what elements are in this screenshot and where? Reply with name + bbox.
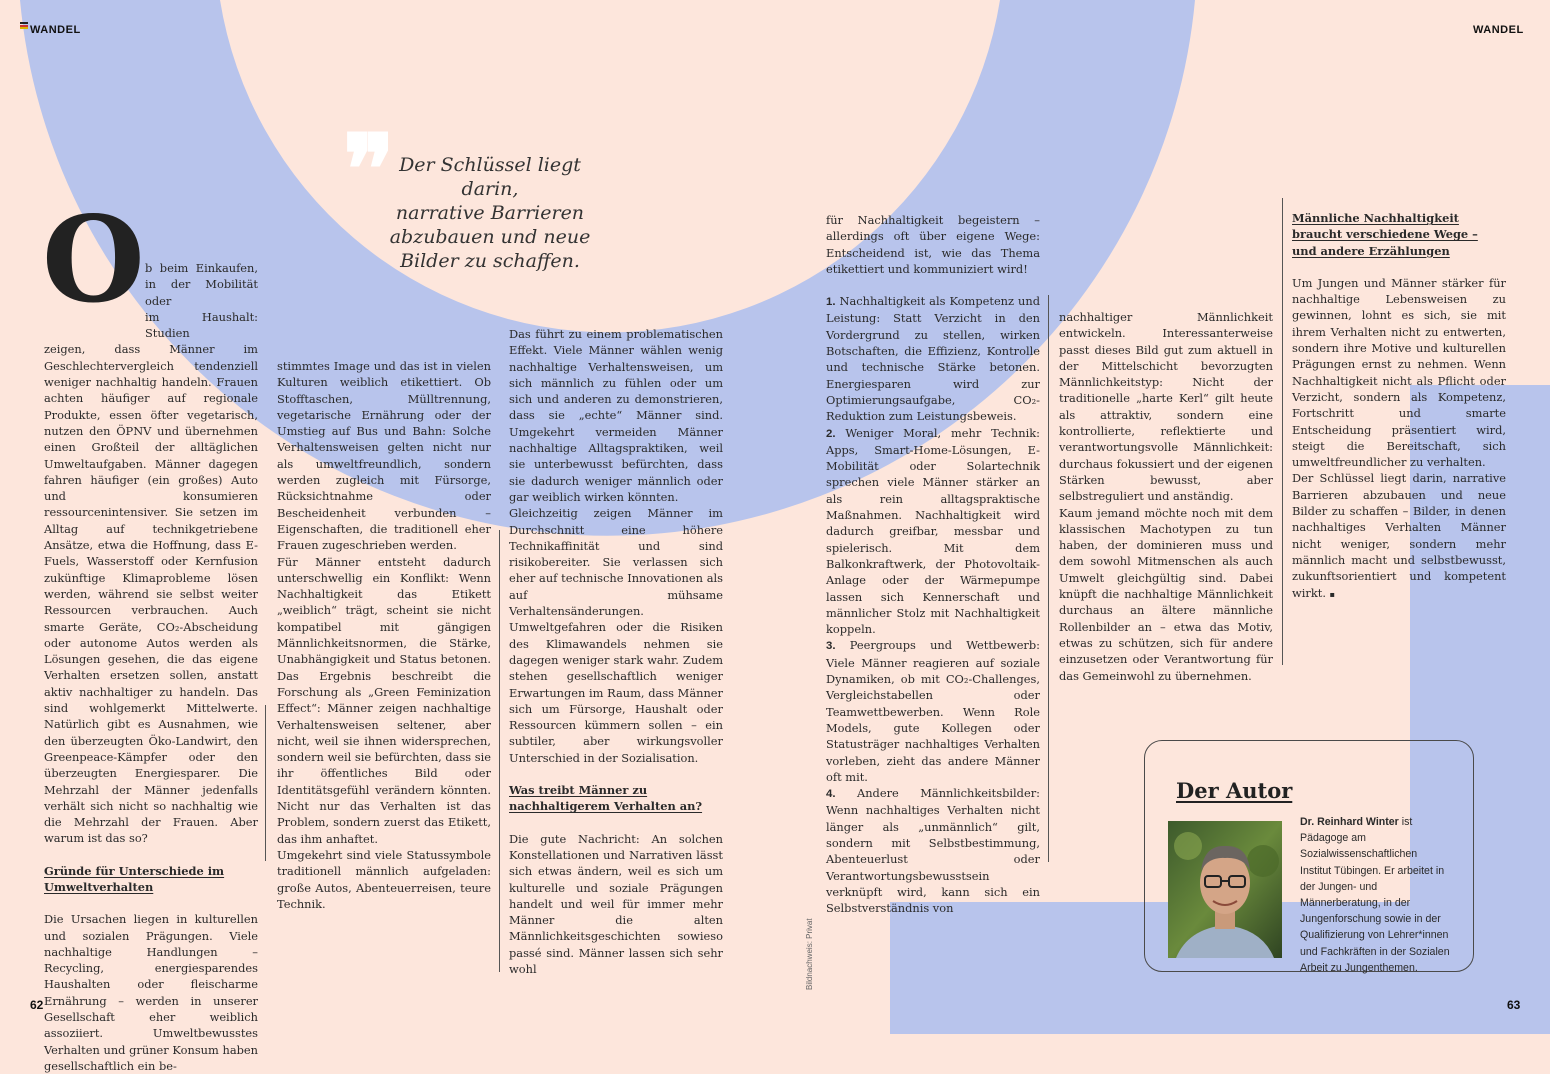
pull-quote-line: abzubauen und neue — [389, 226, 591, 248]
paragraph: Die Ursachen liegen in kulturellen und sozialen Prägungen. Viele nachhaltige Handlungen – Recycling, energiesparendes Haushalten oder fleischarme Ernährung – werden in unserer Gesellschaft eher weiblich assoziiert. Umweltbewusstes Verhalten und grüner Konsum haben gesellschaftlich ein be- — [44, 912, 258, 1073]
intro-line: in der Mobilität oder — [145, 277, 258, 308]
paragraph-text: Der Schlüssel liegt darin, narrative Barrieren abzubauen und neue Bilder zu schaffen – Bilder, in denen nachhaltiges Verhalten Männer nicht weniger, sondern mehr männlich macht und selbstbewusst, zukunftsorientiert und kompetent wirkt. — [1292, 471, 1506, 600]
pull-quote — [370, 153, 610, 273]
drop-cap: O — [42, 190, 145, 329]
article-column-4 — [826, 212, 1040, 916]
paragraph: für Nachhaltigkeit begeistern – allerdings oft über eigene Wege: Entscheidend ist, wie das Thema etikettiert und kommuniziert wird! — [826, 213, 1040, 276]
author-photo — [1168, 821, 1282, 958]
list-text: Andere Männlichkeitsbilder: Wenn nachhaltiges Verhalten nicht länger als „unmännlich“ gilt, sondern mit Selbstbestimmung, Abenteuerlust oder Verantwortungsbewusstsein verknüpft wird, kann sich ein Selbstverständnis von — [826, 786, 1040, 916]
list-text: Weniger Moral, mehr Technik: Apps, Smart-Home-Lösungen, E-Mobilität oder Solartechnik sprechen viele Männer stärker an als rein alltagspraktische Maßnahmen. Nachhaltigkeit wird dadurch greifbar, messbar und spielerisch. Mit dem Balkonkraftwerk, der Photovoltaik-Anlage oder der Wärmepumpe lassen sich Kennerschaft und männlicher Stolz mit Nachhaltigkeit koppeln. — [826, 425, 1040, 637]
author-name: Dr. Reinhard Winter — [1300, 816, 1399, 828]
intro-line: im Haushalt: Studien — [145, 309, 258, 341]
list-item — [826, 293, 1040, 424]
column-rule — [499, 530, 500, 972]
paragraph: nachhaltiger Männlichkeit entwickeln. Interessanterweise passt dieses Bild gut zum aktuell in der Mittelschicht bevorzugten Männlichkeitstyp: Nicht der traditionelle „harte Kerl“ gilt heute als attraktiv, sondern eine kontrollierte, reflektierte und verantwortungsvolle Männlichkeit: durchaus fokussiert und der eigenen Stärken bewusst, aber selbstreguliert und anständig. — [1059, 310, 1273, 504]
author-bio — [1300, 814, 1450, 976]
article-column-2 — [277, 358, 491, 912]
paragraph: Das führt zu einem problematischen Effekt. Viele Männer wählen wenig nachhaltige Verhaltensweisen, um sich männlich zu fühlen oder um sich und anderen zu demonstrieren, dass sie „echte“ Männer sind. Umgekehrt vermeiden Männer nachhaltige Alltagspraktiken, weil sie unterbewusst befürchten, dass sie dadurch weniger männlich oder gar weiblich wirken könnten. — [509, 327, 723, 504]
section-tag-right: WANDEL — [1473, 24, 1524, 36]
pull-quote-line: Der Schlüssel liegt darin, — [399, 154, 581, 200]
column-rule — [265, 705, 266, 861]
list-item — [826, 637, 1040, 785]
paragraph: Die gute Nachricht: An solchen Konstellationen und Narrativen lässt sich etwas ändern, weil es sich um kulturelle und soziale Prägungen handelt und weil für immer mehr Männer die alten Männlichkeitsgeschichten sowieso passé sind. Männer lassen sich sehr wohl — [509, 831, 723, 976]
paragraph: Kaum jemand möchte noch mit dem klassischen Machotypen zu tun haben, der dominieren muss und dem sowohl Mitmenschen als auch Umwelt gleichgültig sind. Dabei knüpft die nachhaltige Männlichkeit durchaus an ältere männliche Rollenbilder an – etwa das Motiv, etwas zu schützen, sich für andere einzusetzen oder Verantwortung für das Gemeinwohl zu übernehmen. — [1059, 505, 1273, 683]
intro-line: b beim Einkaufen, — [145, 261, 258, 275]
author-heading: Der Autor — [1176, 778, 1293, 803]
page-number-left: 62 — [30, 998, 44, 1012]
pull-quote-line: Bilder zu schaffen. — [400, 250, 580, 272]
list-item — [826, 425, 1040, 638]
list-number: 2. — [826, 427, 836, 440]
list-number: 1. — [826, 296, 836, 309]
list-item — [826, 785, 1040, 916]
article-column-1 — [44, 260, 258, 1074]
paragraph — [1292, 470, 1506, 602]
list-number: 3. — [826, 640, 836, 653]
list-number: 4. — [826, 788, 836, 801]
paragraph: Gleichzeitig zeigen Männer im Durchschnitt eine höhere Technikaffinität und sind risikobereiter. Sie verlassen sich eher auf technische Innovationen als auf mühsame Verhaltensänderungen. Umweltgefahren oder die Risiken des Klimawandels nehmen sie dagegen weniger stark wahr. Zudem stehen gesellschaftlich weniger Erwartungen im Raum, dass Männer sich um Fürsorge, Haushalt oder Ressourcen kümmern sollen – ein subtiler, aber wirkungsvoller Unterschied in der Sozialisation. — [509, 506, 723, 765]
end-mark-icon: ▪ — [1329, 589, 1335, 599]
article-column-6 — [1292, 210, 1506, 603]
list-text: Peergroups und Wettbewerb: Viele Männer reagieren auf soziale Dynamiken, ob mit CO₂-Challenges, Vergleichstabellen oder Teamwettbewerben. Wenn Role Models, gute Kollegen oder Statusträger nachhaltiges Verhalten vorleben, zieht das andere Männer oft mit. — [826, 638, 1041, 784]
photo-credit: Bildnachweis: Privat — [805, 918, 814, 990]
column-rule — [1048, 295, 1049, 862]
author-description: ist Pädagoge am Sozialwissenschaftlichen Institut Tübingen. Er arbeitet in der Jungen- und Männerberatung, in der Jungenforschung sowie in der Qualifizierung von Lehrer*innen und Fachkräften in der Sozialen Arbeit zu Jungenthemen. — [1300, 816, 1450, 974]
pull-quote-line: narrative Barrieren — [395, 202, 585, 224]
subheading: Gründe für Unterschiede im Umweltverhalten — [44, 863, 225, 894]
flag-icon — [20, 22, 28, 29]
page-number-right: 63 — [1507, 998, 1521, 1012]
section-tag-left: WANDEL — [30, 24, 81, 36]
subheading: Männliche Nachhaltigkeit braucht verschiedene Wege – und andere Erzählungen — [1292, 211, 1478, 258]
quote-mark-icon: ❞ — [343, 113, 395, 226]
article-column-3 — [509, 326, 723, 977]
paragraph: Umgekehrt sind viele Statussymbole traditionell männlich aufgeladen: große Autos, Abenteuerreisen, teure Technik. — [277, 847, 491, 911]
column-rule — [1282, 198, 1283, 665]
list-text: Nachhaltigkeit als Kompetenz und Leistung: Statt Verzicht in den Vordergrund zu stellen, wirken Botschaften, die Effizienz, Kontrolle und technische Stärke betonen. Energiesparen wird zur Optimierungsaufgabe, CO₂-Reduktion zum Leistungsbeweis. — [826, 294, 1041, 424]
paragraph: stimmtes Image und das ist in vielen Kulturen weiblich etikettiert. Ob Stofftaschen, Mülltrennung, vegetarische Ernährung oder der Umstieg auf Bus und Bahn: Solche Verhaltensweisen gelten nicht nur als umweltfreundlich, sondern werden zugleich mit Fürsorge, Rücksichtnahme oder Bescheidenheit verbunden – Eigenschaften, die traditionell eher Frauen zugeschrieben werden. — [277, 359, 491, 553]
article-column-5 — [1059, 309, 1273, 684]
intro-paragraph: zeigen, dass Männer im Geschlechtervergleich tendenziell weniger nachhaltig handeln. Frauen achten häufiger auf regionale Produkte, essen öfter vegetarisch, nutzen den ÖPNV und übernehmen einen Großteil der alltäglichen Umweltaufgaben. Männer dagegen fahren häufiger (ein großes) Auto und konsumieren ressourcenintensiver. Sie setzen im Alltag auf technikgetriebene Ansätze, etwa die Hoffnung, dass E-Fuels, Wasserstoff oder Kernfusion zukünftige Klimaprobleme lösen werden, während sie selbst weiter Ressourcen verbrauchen. Auch smarte Geräte, CO₂-Abscheidung oder autonome Autos werden als Lösungen gesehen, die das eigene Verhalten ersetzen sollen, anstatt aktiv nachhaltiger zu handeln. Das sind wohlgemerkt Mittelwerte. Natürlich gibt es Ausnahmen, wie den überzeugten Öko-Landwirt, den Greenpeace-Kämpfer oder den überzeugten Energiesparer. Die Mehrzahl der Männer jedenfalls verhält sich nicht so nachhaltig wie die Mehrzahl der Frauen. Aber warum ist das so? — [44, 342, 258, 846]
paragraph: Um Jungen und Männer stärker für nachhaltige Lebensweisen zu gewinnen, lohnt es sich, sie mit ihrem Verhalten nicht zu entwerten, sondern ihre Motive und kulturellen Prägungen ernst zu nehmen. Wenn Nachhaltigkeit nicht als Pflicht oder Verzicht, sondern als Kompetenz, Fortschritt und smarte Entscheidung präsentiert wird, steigt die Bereitschaft, sich umweltfreundlicher zu verhalten. — [1292, 275, 1506, 470]
subheading: Was treibt Männer zu nachhaltigerem Verhalten an? — [509, 783, 703, 814]
paragraph: Für Männer entsteht dadurch unterschwellig ein Konflikt: Wenn Nachhaltigkeit das Etikett „weiblich“ trägt, scheint sie nicht kompatibel mit gängigen Männlichkeitsnormen, die Stärke, Unabhängigkeit und Status betonen. Das Ergebnis beschreibt die Forschung als „Green Feminization Effect“: Männer zeigen nachhaltige Verhaltensweisen seltener, aber nicht, weil sie ihnen widersprechen, sondern weil sie befürchten, dass sie ihr öffentliches Bild oder Identitätsgefühl verändern könnten. Nicht nur das Verhalten ist das Problem, sondern zuerst das Etikett, das ihm anhaftet. — [277, 554, 491, 846]
